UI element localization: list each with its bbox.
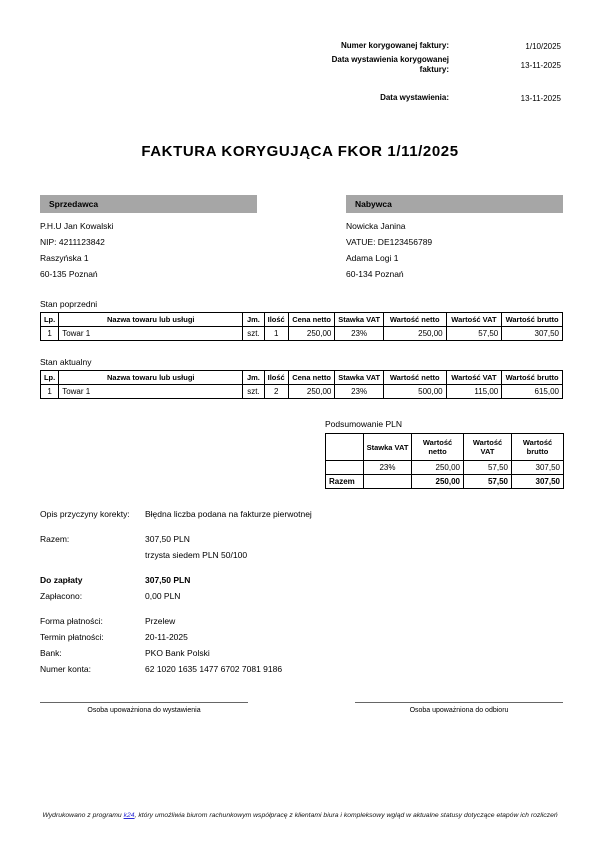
footer-text-prefix: Wydrukowano z programu xyxy=(42,812,124,819)
correction-reason-label: Opis przyczyny korekty: xyxy=(40,509,130,519)
summary-cell-vat: 57,50 xyxy=(464,461,512,475)
col-vat-rate: Stawka VAT xyxy=(335,313,384,327)
corrected-invoice-date-label: Data wystawienia korygowanej faktury: xyxy=(331,55,449,74)
paid-value: 0,00 PLN xyxy=(145,591,181,601)
col-gross-value: Wartość brutto xyxy=(502,313,563,327)
cell-net-value: 500,00 xyxy=(383,385,446,399)
cell-vat-rate: 23% xyxy=(335,327,384,341)
meta-row-corrected-number xyxy=(321,41,561,51)
corrected-invoice-date-value: 13-11-2025 xyxy=(520,60,561,70)
buyer-name: Nowicka Janina xyxy=(346,221,406,231)
total-row xyxy=(40,531,530,563)
summary-vat-row xyxy=(326,461,564,475)
seller-city: 60-135 Poznań xyxy=(40,269,98,279)
meta-row-corrected-date xyxy=(321,55,561,75)
footer-text-suffix: , który umożliwia biurom rachunkowym współpracę z klientami biura i kompleksowy wgląd w aktualne statusy dotyczące etapów ich rozliczeń xyxy=(134,812,558,819)
seller-panel xyxy=(40,195,257,282)
summary-cell-empty xyxy=(326,461,364,475)
col-qty: Ilość xyxy=(264,371,288,385)
summary-total-gross: 307,50 xyxy=(512,475,564,489)
summary-table xyxy=(325,433,564,489)
previous-state-section xyxy=(40,299,563,341)
payment-deadline-row xyxy=(40,629,530,645)
total-amount-words: trzysta siedem PLN 50/100 xyxy=(145,550,248,560)
summary-total-vat: 57,50 xyxy=(464,475,512,489)
buyer-tax-id: VATUE: DE123456789 xyxy=(346,237,433,247)
cell-net-price: 250,00 xyxy=(288,385,335,399)
cell-vat-rate: 23% xyxy=(335,385,384,399)
col-unit: Jm. xyxy=(243,371,264,385)
signature-receiver: Osoba upoważniona do odbioru xyxy=(355,702,563,714)
total-amount: 307,50 PLN xyxy=(145,534,190,544)
seller-header: Sprzedawca xyxy=(40,195,257,213)
summary-header-row xyxy=(326,434,564,461)
buyer-street: Adama Logi 1 xyxy=(346,253,399,263)
correction-reason-section xyxy=(40,506,530,522)
col-name: Nazwa towaru lub usługi xyxy=(59,313,243,327)
seller-tax-id: NIP: 4211123842 xyxy=(40,237,105,247)
corrected-invoice-number-value: 1/10/2025 xyxy=(525,41,561,51)
cell-lp: 1 xyxy=(41,327,59,341)
payment-deadline-value: 20-11-2025 xyxy=(145,632,188,642)
footer-program-link[interactable]: k24 xyxy=(123,812,135,819)
col-name: Nazwa towaru lub usługi xyxy=(59,371,243,385)
payment-deadline-label: Termin płatności: xyxy=(40,632,104,642)
buyer-panel xyxy=(346,195,563,282)
col-qty: Ilość xyxy=(264,313,288,327)
current-state-label: Stan aktualny xyxy=(40,357,92,367)
summary-total-vat-rate xyxy=(364,475,412,489)
summary-total-row xyxy=(326,475,564,489)
table-header-row xyxy=(41,313,563,327)
cell-gross-value: 615,00 xyxy=(502,385,563,399)
payment-method-label: Forma płatności: xyxy=(40,616,103,626)
cell-name: Towar 1 xyxy=(59,327,243,341)
cell-qty: 2 xyxy=(264,385,288,399)
table-header-row xyxy=(41,371,563,385)
page-title: FAKTURA KORYGUJĄCA FKOR 1/11/2025 xyxy=(141,143,459,160)
account-value: 62 1020 1635 1477 6702 7081 9186 xyxy=(145,664,283,674)
cell-gross-value: 307,50 xyxy=(502,327,563,341)
cell-qty: 1 xyxy=(264,327,288,341)
footer-note xyxy=(0,812,600,819)
payment-method-value: Przelew xyxy=(145,616,176,626)
total-section xyxy=(40,531,530,563)
corrected-invoice-number-label: Numer korygowanej faktury: xyxy=(340,41,449,50)
summary-cell-vat-rate: 23% xyxy=(364,461,412,475)
due-row xyxy=(40,572,530,588)
col-lp: Lp. xyxy=(41,371,59,385)
correction-reason-value: Błędna liczba podana na fakturze pierwotnej xyxy=(145,509,312,519)
account-row xyxy=(40,661,530,677)
previous-state-table xyxy=(40,312,563,341)
cell-net-price: 250,00 xyxy=(288,327,335,341)
account-label: Numer konta: xyxy=(40,664,92,674)
due-value: 307,50 PLN xyxy=(145,575,191,585)
current-state-section xyxy=(40,357,563,399)
col-net-price: Cena netto xyxy=(288,313,335,327)
cell-vat-value: 115,00 xyxy=(446,385,502,399)
correction-reason-row xyxy=(40,506,530,522)
cell-name: Towar 1 xyxy=(59,385,243,399)
cell-unit: szt. xyxy=(243,385,264,399)
summary-cell-gross: 307,50 xyxy=(512,461,564,475)
table-row xyxy=(41,385,563,399)
col-lp: Lp. xyxy=(41,313,59,327)
bank-row xyxy=(40,645,530,661)
buyer-city: 60-134 Poznań xyxy=(346,269,404,279)
summary-col-vat-rate: Stawka VAT xyxy=(364,434,412,461)
payment-info-section xyxy=(40,613,530,677)
cell-unit: szt. xyxy=(243,327,264,341)
summary-section xyxy=(325,419,563,489)
col-gross-value: Wartość brutto xyxy=(502,371,563,385)
current-state-table xyxy=(40,370,563,399)
total-label: Razem: xyxy=(40,534,70,544)
issue-date-label: Data wystawienia: xyxy=(380,93,449,102)
cell-vat-value: 57,50 xyxy=(446,327,502,341)
summary-col-empty xyxy=(326,434,364,461)
seller-street: Raszyńska 1 xyxy=(40,253,89,263)
issue-date-value: 13-11-2025 xyxy=(520,93,561,103)
summary-col-gross: Wartość brutto xyxy=(512,434,564,461)
col-vat-value: Wartość VAT xyxy=(446,371,502,385)
signature-issuer: Osoba upoważniona do wystawienia xyxy=(40,702,248,714)
summary-total-net: 250,00 xyxy=(412,475,464,489)
cell-lp: 1 xyxy=(41,385,59,399)
total-amounts xyxy=(145,531,530,563)
col-vat-value: Wartość VAT xyxy=(446,313,502,327)
paid-row xyxy=(40,588,530,604)
col-net-price: Cena netto xyxy=(288,371,335,385)
cell-net-value: 250,00 xyxy=(383,327,446,341)
summary-cell-net: 250,00 xyxy=(412,461,464,475)
meta-row-issue-date xyxy=(321,93,561,103)
seller-name: P.H.U Jan Kowalski xyxy=(40,221,114,231)
due-label: Do zapłaty xyxy=(40,575,83,585)
summary-label: Podsumowanie PLN xyxy=(325,419,403,429)
invoice-meta xyxy=(321,41,561,107)
buyer-header: Nabywca xyxy=(346,195,563,213)
bank-label: Bank: xyxy=(40,648,62,658)
due-section xyxy=(40,572,530,604)
payment-method-row xyxy=(40,613,530,629)
previous-state-label: Stan poprzedni xyxy=(40,299,98,309)
summary-col-vat: Wartość VAT xyxy=(464,434,512,461)
bank-value: PKO Bank Polski xyxy=(145,648,210,658)
summary-total-label: Razem xyxy=(326,475,364,489)
table-row xyxy=(41,327,563,341)
col-net-value: Wartość netto xyxy=(383,313,446,327)
paid-label: Zapłacono: xyxy=(40,591,83,601)
col-net-value: Wartość netto xyxy=(383,371,446,385)
summary-col-net: Wartość netto xyxy=(412,434,464,461)
col-unit: Jm. xyxy=(243,313,264,327)
signatures-section xyxy=(40,702,563,714)
col-vat-rate: Stawka VAT xyxy=(335,371,384,385)
parties-section xyxy=(40,195,563,282)
